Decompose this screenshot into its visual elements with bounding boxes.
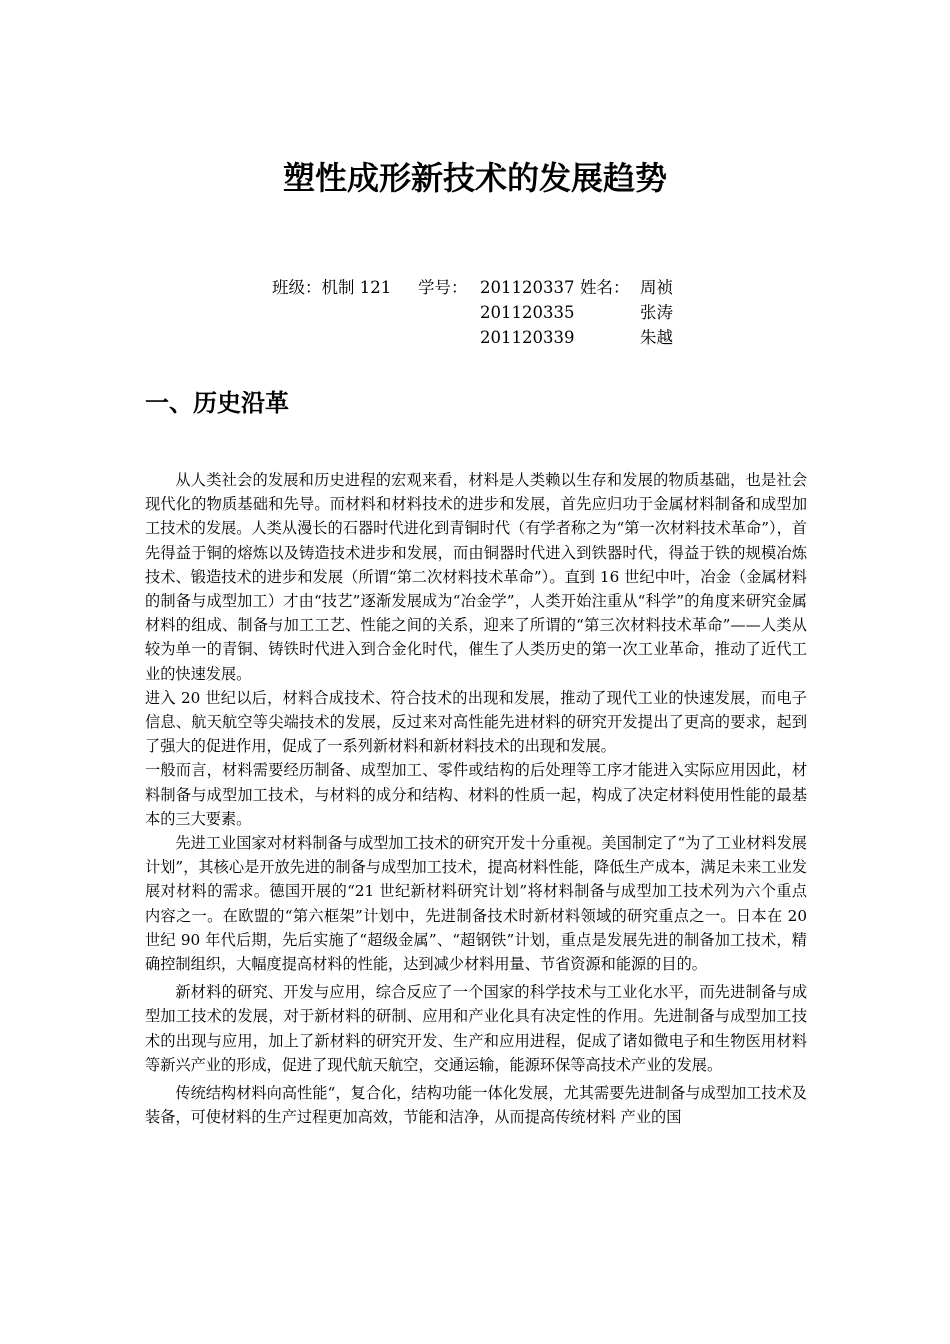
student-name: 朱越 — [640, 328, 673, 347]
student-name: 张涛 — [640, 303, 673, 322]
student-name: 周祯 — [640, 278, 673, 297]
student-name-label: 姓名： — [580, 278, 630, 297]
document-body — [145, 468, 807, 1129]
section-heading: 一、历史沿革 — [145, 389, 289, 417]
body-paragraph: 新材料的研究、开发与应用，综合反应了一个国家的科学技术与工业化水平，而先进制备与成型加工技术的发展，对于新材料的研制、应用和产业化具有决定性的作用。先进制备与成型加工技术的出现与应用，加上了新材料的研究开发、生产和应用进程，促成了诸如微电子和生物医用材料等新兴产业的形成，促进了现代航天航空，交通运输，能源环保等高技术产业的发展。 — [145, 983, 807, 1074]
body-paragraph: 传统结构材料向高性能“，复合化，结构功能一体化发展，尤其需要先进制备与成型加工技术及装备，可使材料的生产过程更加高效，节能和洁净，从而提高传统材料 产业的国 — [145, 1084, 807, 1127]
student-id: 201120339 — [480, 328, 575, 347]
document-title: 塑性成形新技术的发展趋势 — [282, 159, 667, 197]
body-paragraph: 进入 20 世纪以后，材料合成技术、符合技术的出现和发展，推动了现代工业的快速发展，而电子信息、航天航空等尖端技术的发展，反过来对高性能先进材料的研究开发提出了更高的要求，起到了强大的促进作用，促成了一系列新材料和新材料技术的出现和发展。 — [145, 688, 807, 756]
body-paragraph: 一般而言，材料需要经历制备、成型加工、零件或结构的后处理等工序才能进入实际应用因此，材料制备与成型加工技术，与材料的成分和结构、材料的性质一起，构成了决定材料使用性能的最基本的三大要素。 — [145, 761, 807, 828]
body-paragraph: 从人类社会的发展和历史进程的宏观来看，材料是人类赖以生存和发展的物质基础，也是社会现代化的物质基础和先导。而材料和材料技术的进步和发展，首先应归功于金属材料制备和成型加工技术的发展。人类从漫长的石器时代进化到青铜时代（有学者称之为“第一次材料技术革命”），首先得益于铜的熔炼以及铸造技术进步和发展，而由铜器时代进入到铁器时代，得益于铁的规模冶炼技术、锻造技术的进步和发展（所谓“第二次材料技术革命”）。直到 16 世纪中叶，冶金（金属材料的制备与成型加工）才由“技艺”逐渐发展成为“冶金学”，人类开始注重从“科学”的角度来研究金属材料的组成、制备与加工工艺、性能之间的关系，迎来了所谓的“第三次材料技术革命”——人类从较为单一的青铜、铸铁时代进入到合金化时代，催生了人类历史的第一次工业革命，推动了近代工业的快速发展。 — [145, 471, 807, 683]
student-id: 201120337 — [480, 278, 575, 297]
student-id: 201120335 — [480, 303, 575, 322]
body-paragraph: 先进工业国家对材料制备与成型加工技术的研究开发十分重视。美国制定了“为了工业材料发展计划”，其核心是开放先进的制备与成型加工技术，提高材料性能，降低生产成本，满足未来工业发展对材料的需求。德国开展的“21 世纪新材料研究计划”将材料制备与成型加工技术列为六个重点内容之一。在欧盟的“第六框架”计划中，先进制备技术时新材料领域的研究重点之一。日本在 20 世纪 90 年代后期，先后实施了“超级金属”、“超钢铁”计划，重点是发展先进的制备加工技术，精确控制组织，大幅度提高材料的性能，达到减少材料用量、节省资源和能源的目的。 — [145, 834, 807, 974]
student-id-label: 学号： — [418, 278, 468, 297]
class-label: 班级：机制 121 — [272, 278, 392, 297]
